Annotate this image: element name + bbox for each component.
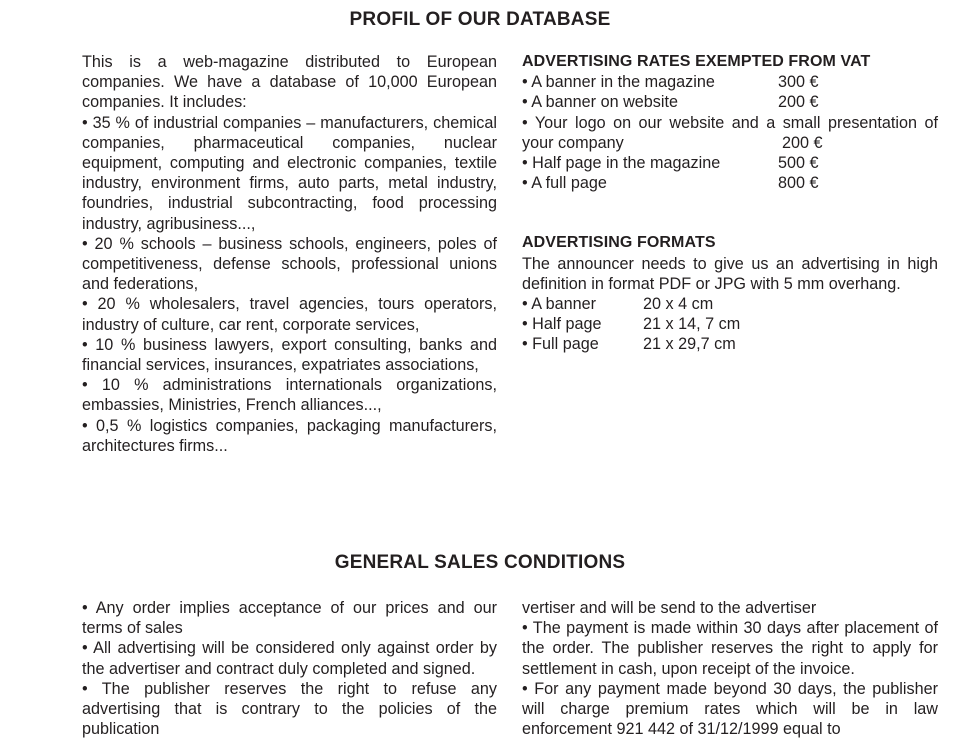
profile-item: • 20 % schools – business schools, engineers, poles of competitiveness, defense schools, professional unions and federations, bbox=[82, 234, 497, 294]
rate-label: • A full page bbox=[522, 174, 607, 193]
profile-item: • 0,5 % logistics companies, packaging manufacturers, architectures firms... bbox=[82, 416, 497, 455]
formats-heading: ADVERTISING FORMATS bbox=[522, 234, 716, 252]
profile-intro: This is a web-magazine distributed to European companies. We have a database of 10,000 European companies. It includes: bbox=[82, 53, 497, 112]
rate-price: 800 € bbox=[778, 174, 819, 193]
format-label: • Half page bbox=[522, 315, 602, 334]
format-row bbox=[522, 294, 938, 314]
conditions-heading: GENERAL SALES CONDITIONS bbox=[334, 552, 626, 573]
rate-price: 500 € bbox=[778, 154, 819, 173]
format-label: • Full page bbox=[522, 335, 599, 354]
conditions-right-column bbox=[522, 598, 938, 739]
profile-item: • 10 % administrations internationals organizations, embassies, Ministries, French alliances..., bbox=[82, 376, 497, 415]
advertising-column bbox=[522, 52, 938, 355]
format-label: • A banner bbox=[522, 295, 597, 314]
profile-heading: PROFIL OF OUR DATABASE bbox=[349, 9, 611, 30]
format-row bbox=[522, 334, 938, 354]
rate-price: 200 € bbox=[778, 133, 823, 153]
rate-label: • Half page in the magazine bbox=[522, 154, 721, 173]
rate-row bbox=[522, 113, 938, 153]
rate-row bbox=[522, 92, 938, 112]
condition-item: • All advertising will be considered only against order by the advertiser and contract duly completed and signed. bbox=[82, 639, 497, 678]
rate-row bbox=[522, 153, 938, 173]
rate-label: • A banner in the magazine bbox=[522, 73, 715, 92]
condition-item: • For any payment made beyond 30 days, the publisher will charge premium rates which will be in law enforcement 921 442 of 31/12/1999 equal to bbox=[522, 679, 938, 739]
rate-price: 300 € bbox=[778, 73, 819, 92]
rate-price: 200 € bbox=[778, 93, 819, 112]
rate-row bbox=[522, 72, 938, 92]
rate-row bbox=[522, 173, 938, 193]
format-size: 21 x 14, 7 cm bbox=[643, 315, 741, 334]
profile-item: • 35 % of industrial companies – manufacturers, chemical companies, pharmaceutical companies, nuclear equipment, computing and electronic companies, textile industry, environment firms, auto parts, metal industry, foundries, industrial subcontracting, food processing industry, agribusiness..., bbox=[82, 113, 497, 233]
conditions-left-column bbox=[82, 598, 497, 739]
format-size: 21 x 29,7 cm bbox=[643, 335, 736, 354]
rate-label: • A banner on website bbox=[522, 93, 678, 112]
format-size: 20 x 4 cm bbox=[643, 295, 714, 314]
formats-intro: The announcer needs to give us an advertising in high definition in format PDF or JPG with 5 mm overhang. bbox=[522, 254, 938, 293]
profile-item: • 20 % wholesalers, travel agencies, tours operators, industry of culture, car rent, corporate services, bbox=[82, 295, 497, 334]
profile-column bbox=[82, 52, 497, 456]
rate-label: • Your logo on our website and a small presentation of your company bbox=[522, 113, 938, 152]
rates-heading: ADVERTISING RATES EXEMPTED FROM VAT bbox=[522, 53, 871, 70]
spacer bbox=[522, 193, 938, 233]
condition-item: • The payment is made within 30 days after placement of the order. The publisher reserves the right to apply for settlement in cash, upon receipt of the invoice. bbox=[522, 619, 938, 678]
profile-item: • 10 % business lawyers, export consulting, banks and financial services, insurances, expatriates associations, bbox=[82, 335, 497, 375]
condition-item: vertiser and will be send to the advertiser bbox=[522, 599, 817, 617]
condition-item: • Any order implies acceptance of our prices and our terms of sales bbox=[82, 599, 497, 638]
format-row bbox=[522, 314, 938, 334]
condition-item: • The publisher reserves the right to refuse any advertising that is contrary to the policies of the publication bbox=[82, 679, 497, 739]
